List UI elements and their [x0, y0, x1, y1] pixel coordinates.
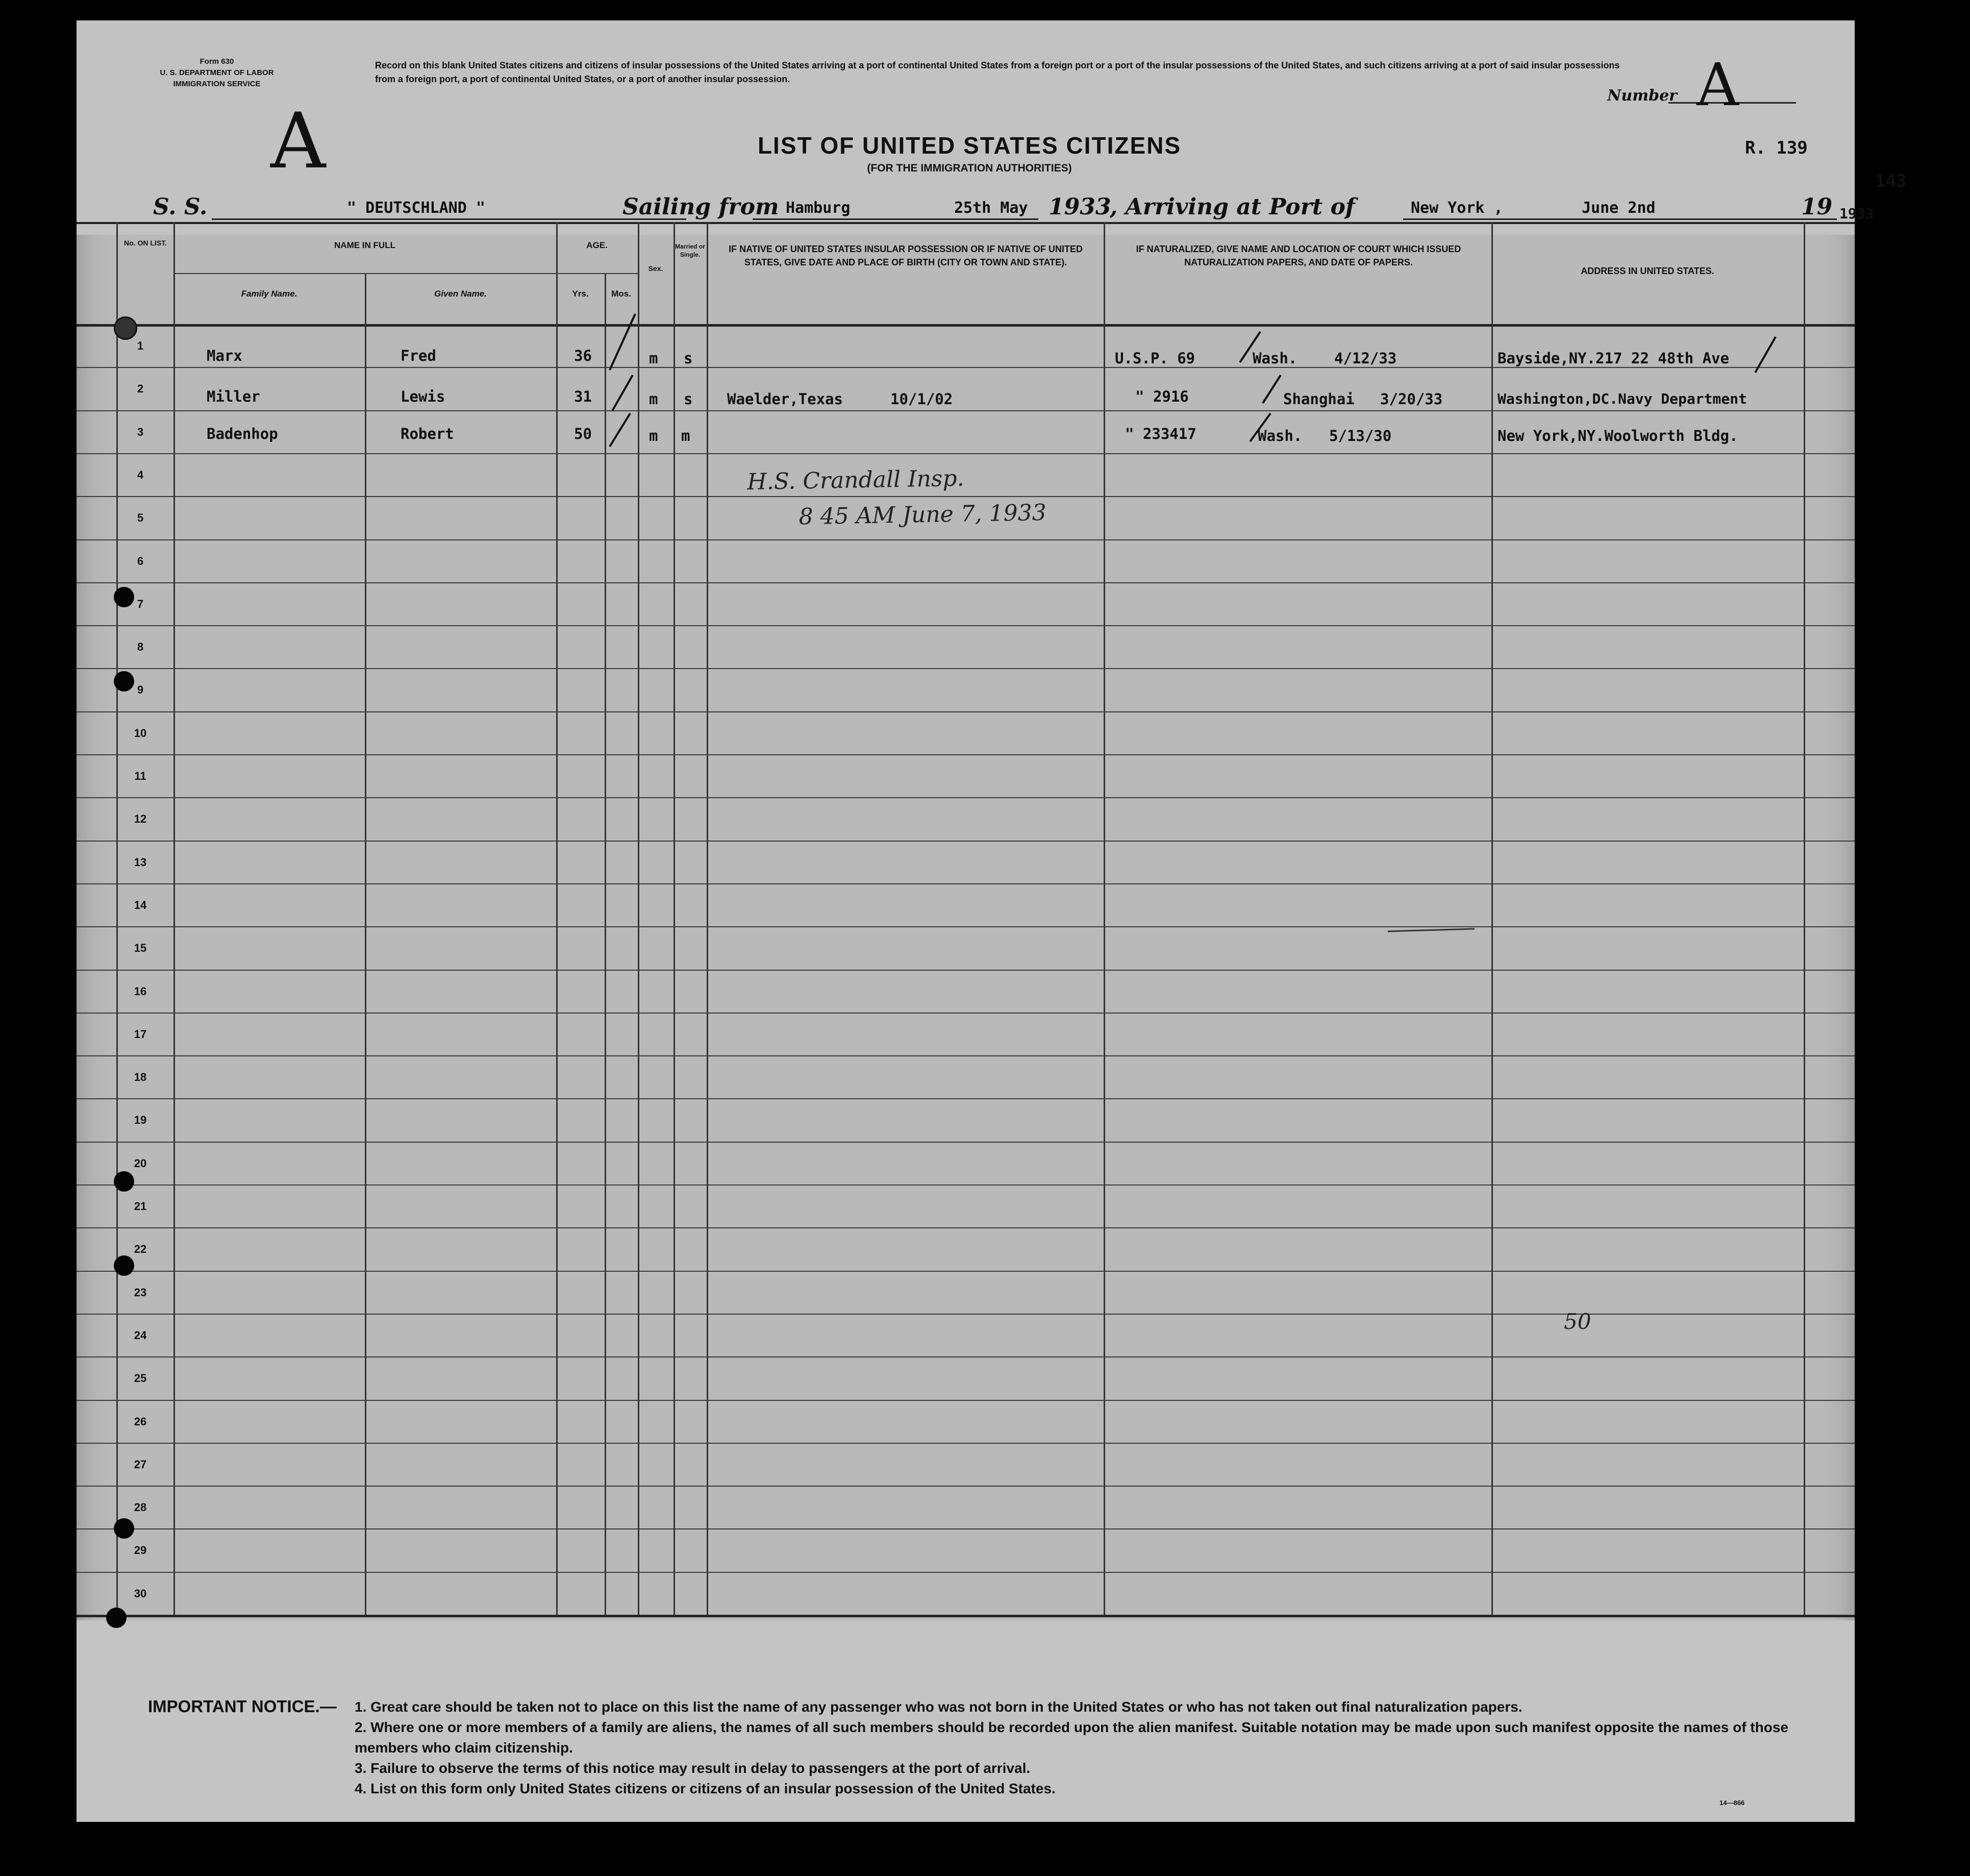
arrival-year: 1933: [1839, 205, 1874, 222]
r-number: R. 139: [1745, 138, 1808, 158]
row-number: 1: [137, 339, 144, 352]
arrival-date: June 2nd: [1582, 199, 1656, 217]
table-bottom-border: [77, 1615, 1855, 1617]
row-number: 14: [134, 898, 147, 911]
header-native: IF NATIVE OF UNITED STATES INSULAR POSSESSION OR IF NATIVE OF UNITED STATES, GIVE DATE AND PLACE OF BIRTH (CITY OR TOWN AND STATE).: [729, 244, 1083, 267]
family-name: Marx: [207, 347, 242, 364]
birth-place: Waelder,Texas: [727, 390, 843, 408]
check-mark: [612, 375, 633, 411]
ship-name: " DEUTSCHLAND ": [347, 199, 485, 217]
sex: m: [649, 427, 658, 445]
sex: m: [649, 390, 658, 408]
row-number: 25: [134, 1372, 147, 1385]
address: Washington,DC.Navy Department: [1498, 390, 1747, 407]
arrival-year-prefix: 19: [1801, 194, 1833, 220]
punch-hole: [114, 1518, 134, 1539]
naturalization-location: Wash.: [1253, 350, 1298, 367]
notice-heading: IMPORTANT NOTICE.—: [148, 1697, 337, 1716]
header-no-on-list: No. ON LIST.: [124, 239, 167, 247]
row-number: 4: [137, 468, 144, 481]
notice-item: 2. Where one or more members of a family are aliens, the names of all such members should be recorded upon the alien manifest. Suitable notation may be made upon such manifest opposite the names of those members who claim citizenship.: [355, 1719, 1788, 1756]
row-number: 15: [134, 942, 147, 955]
naturalization-date: 5/13/30: [1329, 427, 1392, 445]
marital-status: s: [684, 390, 693, 408]
ss-label: S. S.: [153, 194, 208, 220]
number-value: A: [1697, 51, 1739, 119]
service: IMMIGRATION SERVICE: [173, 80, 261, 88]
given-name: Fred: [401, 347, 436, 364]
marital-status: s: [684, 350, 693, 367]
header-family-name: Family Name.: [241, 289, 297, 299]
naturalization-court: U.S.P. 69: [1115, 350, 1195, 367]
row-number: 9: [137, 683, 144, 697]
header-address: ADDRESS IN UNITED STATES.: [1581, 266, 1714, 276]
family-name: Miller: [207, 388, 260, 405]
sailing-underline: [753, 218, 1038, 220]
birth-date: 10/1/02: [890, 390, 953, 408]
naturalization-location: Wash.: [1258, 427, 1303, 445]
punch-hole: [106, 1608, 127, 1628]
header-yrs: Yrs.: [572, 289, 589, 299]
row-number: 23: [134, 1286, 147, 1299]
row-number: 29: [134, 1544, 147, 1557]
handwritten-letter-mark: A: [270, 97, 326, 186]
form-header: [77, 20, 1874, 235]
age-years: 36: [574, 347, 592, 364]
check-mark: [1263, 375, 1281, 403]
number-label: Number: [1607, 87, 1677, 105]
punch-hole: [114, 1255, 134, 1276]
naturalization-court: " 2916: [1135, 388, 1189, 405]
row-number: 20: [134, 1156, 147, 1170]
row-number: 18: [134, 1071, 147, 1084]
row-number: 5: [137, 511, 144, 525]
sailing-label: Sailing from: [622, 194, 779, 220]
address: New York,NY.Woolworth Bldg.: [1498, 427, 1738, 445]
punch-hole: [114, 587, 134, 607]
header-given-name: Given Name.: [434, 289, 487, 299]
naturalization-date: 4/12/33: [1334, 350, 1397, 367]
check-mark: [1250, 413, 1270, 441]
form-code: 14—866: [1719, 1799, 1745, 1807]
side-number: 143: [1875, 171, 1907, 191]
header-sex: Sex.: [648, 264, 663, 273]
row-number: 3: [137, 425, 144, 438]
check-marks: [77, 222, 1855, 1615]
check-mark: [610, 314, 635, 370]
notice-item: 1. Great care should be taken not to place on this list the name of any passenger who was not born in the United States or who has not taken out final naturalization papers.: [355, 1699, 1523, 1715]
given-name: Lewis: [401, 388, 445, 405]
header-age: AGE.: [586, 240, 608, 250]
row-number: 24: [134, 1328, 147, 1342]
header-name-in-full: NAME IN FULL: [334, 240, 395, 250]
manifest-table: [77, 222, 1855, 1615]
voyage-line: [153, 194, 1874, 225]
row-number: 21: [134, 1200, 147, 1213]
sex: m: [649, 350, 658, 367]
marital-status: m: [681, 427, 690, 445]
manifest-sheet: [77, 20, 1907, 1822]
header-mos: Mos.: [611, 289, 631, 299]
row-number: 26: [134, 1415, 147, 1428]
given-name: Robert: [401, 425, 454, 442]
row-number: 16: [134, 984, 147, 998]
row-number: 7: [137, 597, 144, 610]
sailing-from: Hamburg: [786, 199, 851, 217]
pencil-stroke: [1388, 929, 1475, 931]
important-notice: [77, 1620, 1855, 1822]
arrival-underline: [1403, 218, 1837, 220]
form-meta: [115, 56, 319, 90]
row-number: 22: [134, 1243, 147, 1256]
age-years: 50: [574, 425, 592, 442]
naturalization-court: " 233417: [1125, 425, 1196, 442]
sailing-year: 1933: [1049, 194, 1111, 220]
punch-hole: [114, 316, 137, 340]
row-number: 6: [137, 554, 144, 567]
record-instructions: Record on this blank United States citizens and citizens of insular possessions of the United States arriving at a port of continental United States from a foreign port or a port of the insular possessions of the United States, and such citizens arriving at a port of said insular possessions from a foreign port, a port of continental United States, or a port of another insular possession.: [375, 60, 1620, 84]
punch-hole: [114, 1171, 134, 1192]
row-number: 13: [134, 855, 147, 869]
row-number: 10: [134, 726, 147, 739]
check-mark: [1755, 337, 1776, 373]
header-married-single: Married or Single.: [675, 243, 705, 258]
row-number: 17: [134, 1027, 147, 1041]
inspector-line-1: H.S. Crandall Insp.: [746, 465, 964, 496]
inspector-annotation: [747, 459, 1046, 536]
address: Bayside,NY.217 22 48th Ave: [1498, 350, 1729, 367]
tally-mark: 50: [1564, 1309, 1591, 1334]
notice-item: 3. Failure to observe the terms of this notice may result in delay to passengers at the port of arrival.: [355, 1760, 1031, 1776]
row-number: 11: [134, 770, 146, 782]
inspector-line-2: 8 45 AM June 7, 1933: [799, 499, 1047, 530]
naturalization-date: 3/20/33: [1380, 390, 1443, 408]
arrival-port: New York ,: [1411, 199, 1503, 217]
row-number: 2: [137, 382, 144, 396]
department: U. S. DEPARTMENT OF LABOR: [160, 68, 274, 77]
page-title: LIST OF UNITED STATES CITIZENS: [757, 132, 1182, 159]
age-years: 31: [574, 388, 592, 405]
row-number: 19: [134, 1114, 147, 1127]
punch-hole: [114, 671, 134, 692]
arriving-label: , Arriving at Port of: [1110, 194, 1355, 220]
family-name: Badenhop: [207, 425, 278, 442]
check-mark: [1240, 332, 1260, 362]
check-mark: [610, 413, 630, 447]
row-number: 30: [134, 1587, 147, 1600]
ship-underline: [212, 218, 686, 220]
naturalization-location: Shanghai: [1283, 390, 1355, 408]
row-number: 12: [134, 812, 147, 826]
notice-item: 4. List on this form only United States citizens or citizens of an insular possession of the United States.: [355, 1781, 1056, 1796]
sailing-date: 25th May: [954, 199, 1028, 217]
header-naturalized: IF NATURALIZED, GIVE NAME AND LOCATION OF COURT WHICH ISSUED NATURALIZATION PAPERS, AND DATE OF PAPERS.: [1136, 244, 1461, 267]
row-number: 27: [134, 1458, 147, 1471]
row-number: 28: [134, 1501, 147, 1514]
row-number: 8: [137, 640, 144, 654]
form-number: Form 630: [200, 57, 234, 66]
page-subtitle: (FOR THE IMMIGRATION AUTHORITIES): [867, 162, 1072, 174]
